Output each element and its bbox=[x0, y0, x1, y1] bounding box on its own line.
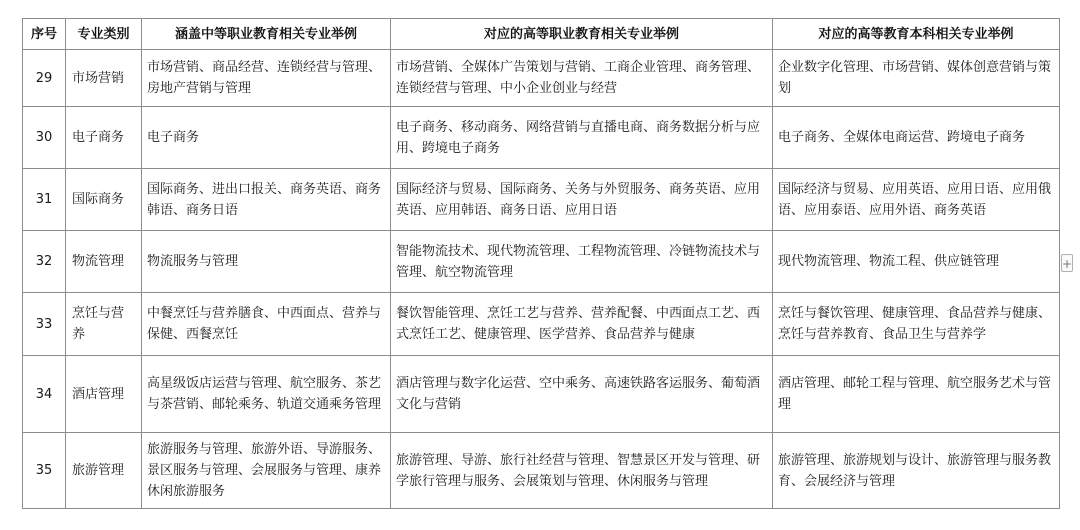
row-secondary: 电子商务 bbox=[142, 107, 391, 169]
row-higher-vocational: 智能物流技术、现代物流管理、工程物流管理、冷链物流技术与管理、航空物流管理 bbox=[391, 231, 773, 293]
row-secondary: 国际商务、进出口报关、商务英语、商务韩语、商务日语 bbox=[142, 169, 391, 231]
row-undergraduate: 电子商务、全媒体电商运营、跨境电子商务 bbox=[773, 107, 1060, 169]
table-row bbox=[23, 433, 1060, 509]
row-category: 烹饪与营养 bbox=[66, 293, 142, 356]
table-header-row bbox=[23, 19, 1060, 50]
row-higher-vocational: 电子商务、移动商务、网络营销与直播电商、商务数据分析与应用、跨境电子商务 bbox=[391, 107, 773, 169]
add-row-button[interactable]: + bbox=[1061, 254, 1073, 272]
row-secondary: 高星级饭店运营与管理、航空服务、茶艺与茶营销、邮轮乘务、轨道交通乘务管理 bbox=[142, 356, 391, 433]
header-no: 序号 bbox=[23, 19, 66, 50]
row-secondary: 物流服务与管理 bbox=[142, 231, 391, 293]
row-undergraduate: 旅游管理、旅游规划与设计、旅游管理与服务教育、会展经济与管理 bbox=[773, 433, 1060, 509]
major-table bbox=[22, 18, 1060, 509]
header-category: 专业类别 bbox=[66, 19, 142, 50]
table-row bbox=[23, 50, 1060, 107]
row-higher-vocational: 旅游管理、导游、旅行社经营与管理、智慧景区开发与管理、研学旅行管理与服务、会展策划与管理、休闲服务与管理 bbox=[391, 433, 773, 509]
row-undergraduate: 企业数字化管理、市场营销、媒体创意营销与策划 bbox=[773, 50, 1060, 107]
row-category: 国际商务 bbox=[66, 169, 142, 231]
header-secondary: 涵盖中等职业教育相关专业举例 bbox=[142, 19, 391, 50]
table-row bbox=[23, 231, 1060, 293]
row-undergraduate: 现代物流管理、物流工程、供应链管理 bbox=[773, 231, 1060, 293]
header-higher-vocational: 对应的高等职业教育相关专业举例 bbox=[391, 19, 773, 50]
row-no: 33 bbox=[23, 293, 66, 356]
table-row bbox=[23, 107, 1060, 169]
row-category: 旅游管理 bbox=[66, 433, 142, 509]
row-no: 34 bbox=[23, 356, 66, 433]
row-no: 29 bbox=[23, 50, 66, 107]
row-category: 市场营销 bbox=[66, 50, 142, 107]
row-secondary: 旅游服务与管理、旅游外语、导游服务、景区服务与管理、会展服务与管理、康养休闲旅游服务 bbox=[142, 433, 391, 509]
row-secondary: 中餐烹饪与营养膳食、中西面点、营养与保健、西餐烹饪 bbox=[142, 293, 391, 356]
header-undergraduate: 对应的高等教育本科相关专业举例 bbox=[773, 19, 1060, 50]
row-higher-vocational: 国际经济与贸易、国际商务、关务与外贸服务、商务英语、应用英语、应用韩语、商务日语、应用日语 bbox=[391, 169, 773, 231]
row-category: 物流管理 bbox=[66, 231, 142, 293]
table-row bbox=[23, 293, 1060, 356]
row-undergraduate: 国际经济与贸易、应用英语、应用日语、应用俄语、应用泰语、应用外语、商务英语 bbox=[773, 169, 1060, 231]
row-no: 35 bbox=[23, 433, 66, 509]
row-category: 电子商务 bbox=[66, 107, 142, 169]
row-no: 32 bbox=[23, 231, 66, 293]
row-no: 31 bbox=[23, 169, 66, 231]
row-undergraduate: 酒店管理、邮轮工程与管理、航空服务艺术与管理 bbox=[773, 356, 1060, 433]
row-higher-vocational: 餐饮智能管理、烹饪工艺与营养、营养配餐、中西面点工艺、西式烹饪工艺、健康管理、医学营养、食品营养与健康 bbox=[391, 293, 773, 356]
row-higher-vocational: 市场营销、全媒体广告策划与营销、工商企业管理、商务管理、连锁经营与管理、中小企业创业与经营 bbox=[391, 50, 773, 107]
row-undergraduate: 烹饪与餐饮管理、健康管理、食品营养与健康、烹饪与营养教育、食品卫生与营养学 bbox=[773, 293, 1060, 356]
row-secondary: 市场营销、商品经营、连锁经营与管理、房地产营销与管理 bbox=[142, 50, 391, 107]
row-category: 酒店管理 bbox=[66, 356, 142, 433]
table-row bbox=[23, 169, 1060, 231]
row-higher-vocational: 酒店管理与数字化运营、空中乘务、高速铁路客运服务、葡萄酒文化与营销 bbox=[391, 356, 773, 433]
row-no: 30 bbox=[23, 107, 66, 169]
table-row bbox=[23, 356, 1060, 433]
